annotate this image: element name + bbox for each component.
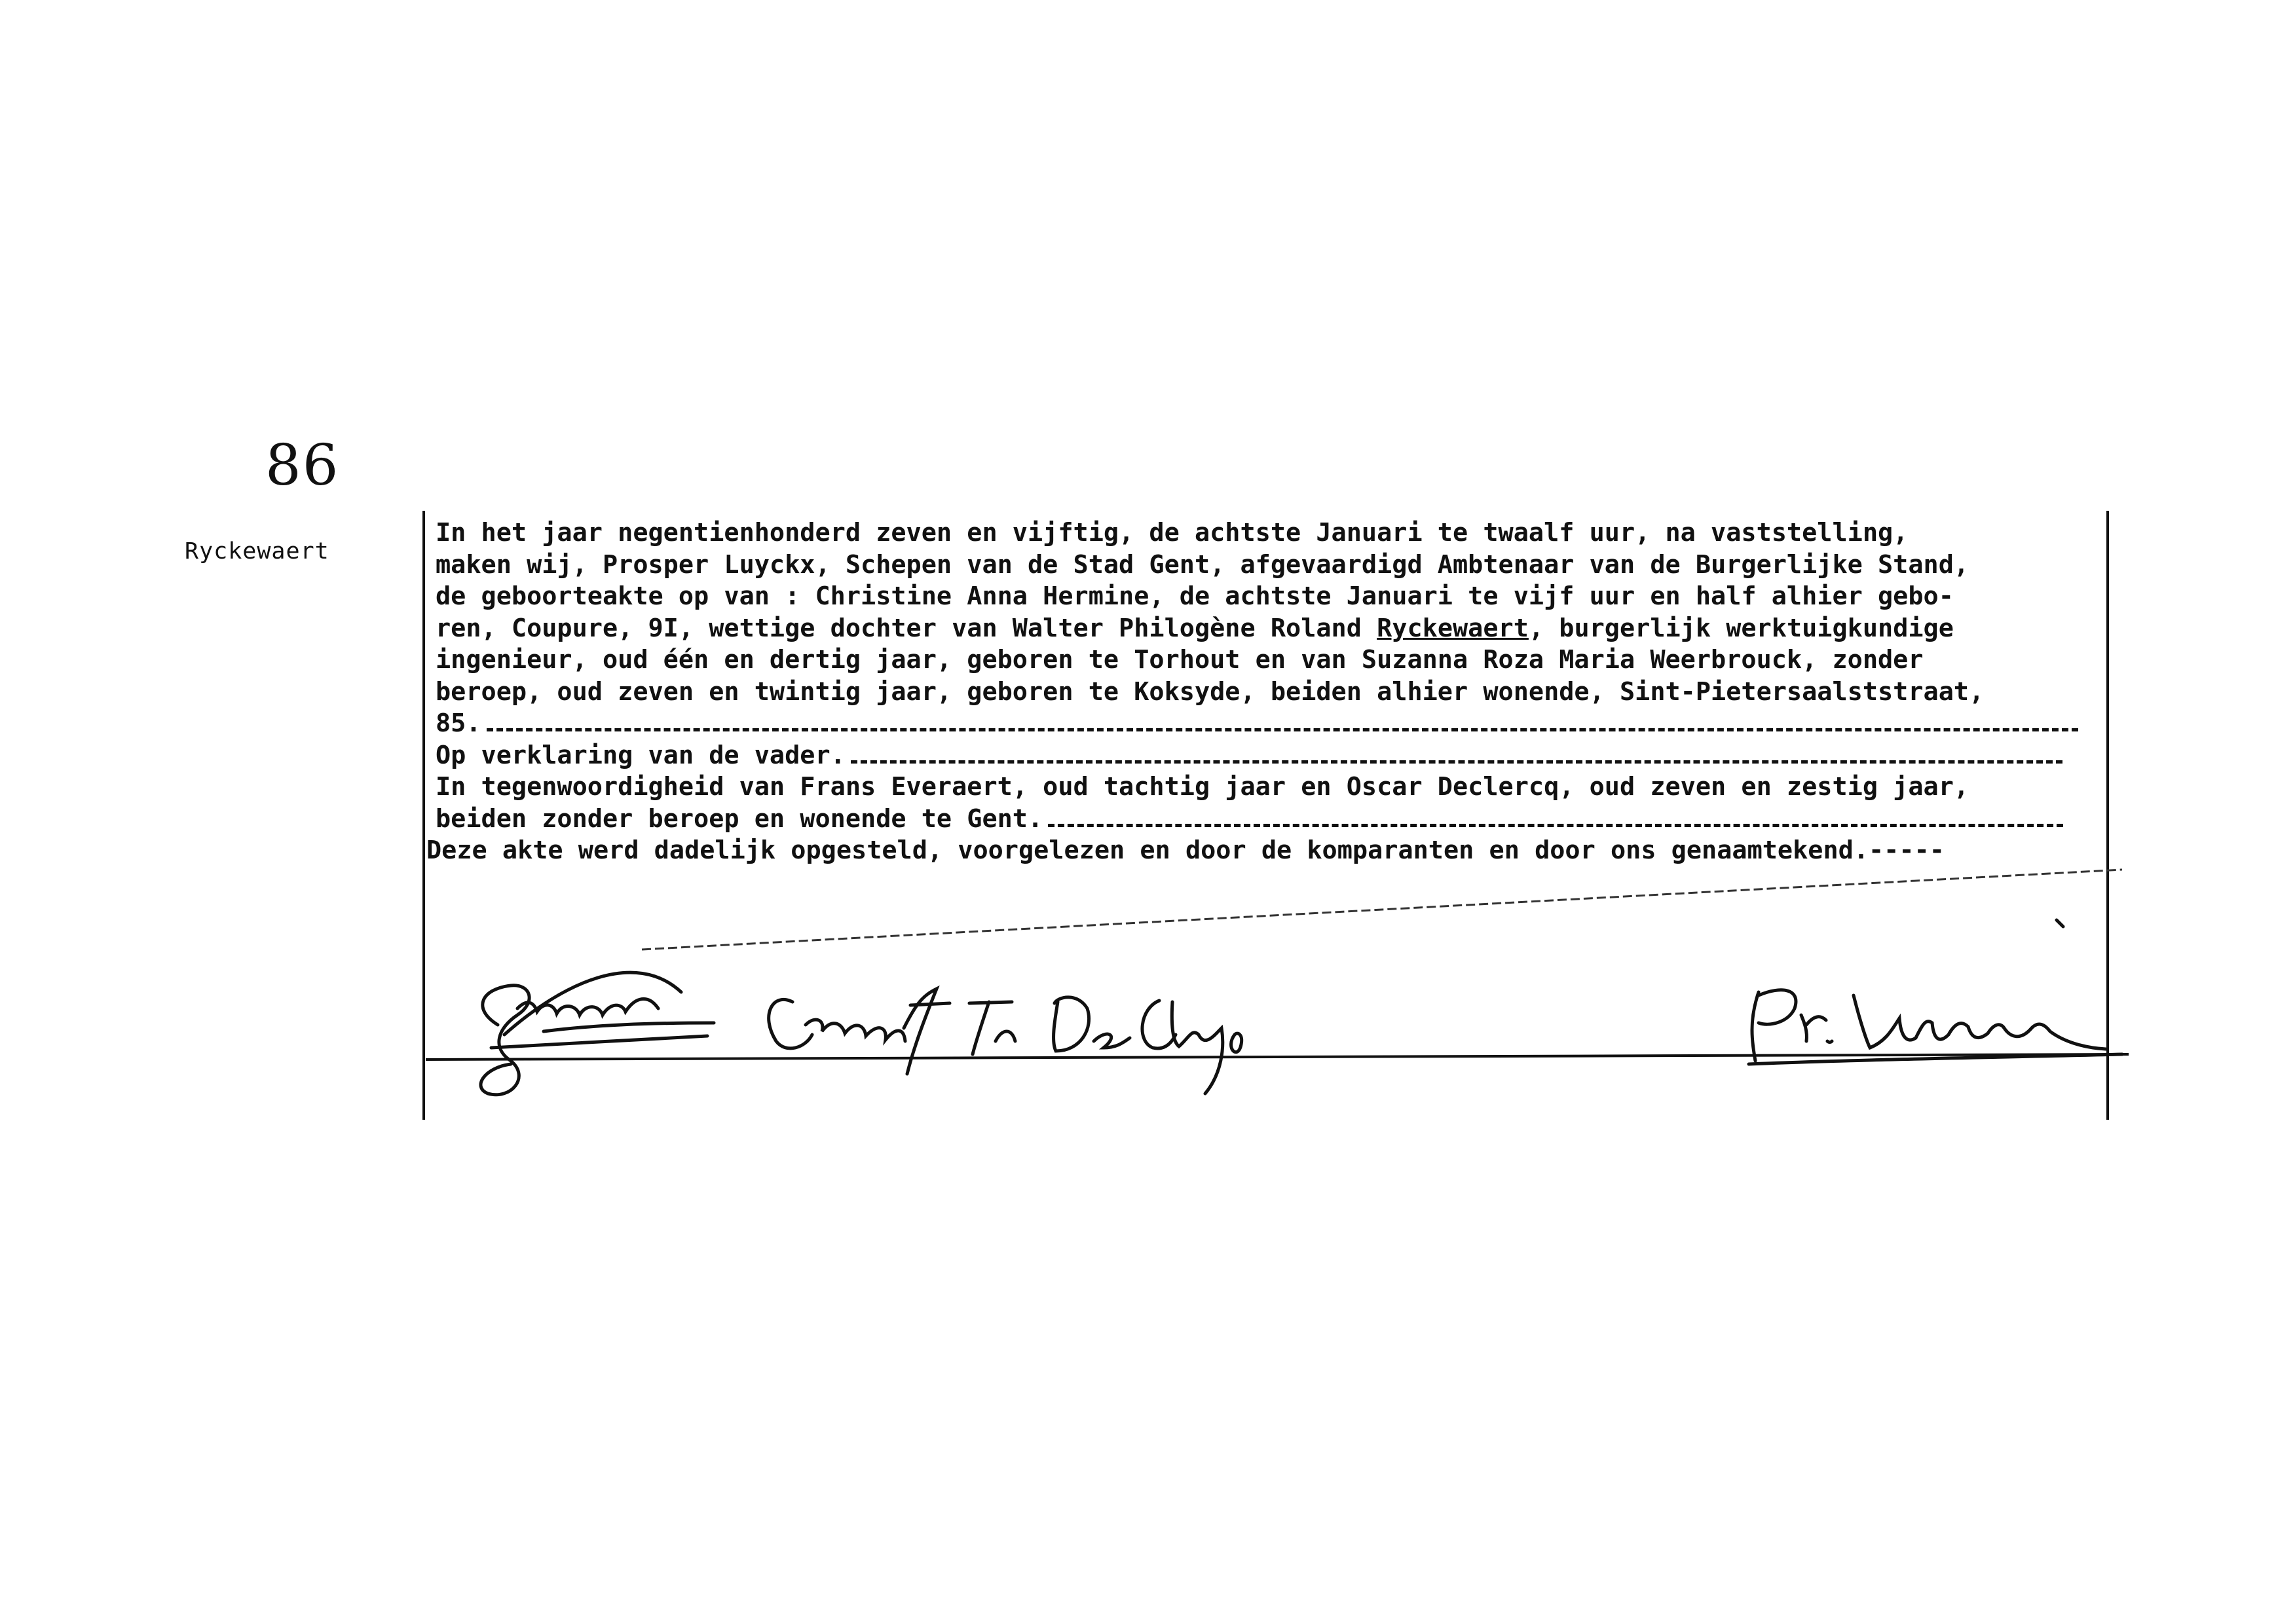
page-number: 86: [265, 433, 340, 498]
act-line-8-text: Op verklaring van de vader.: [436, 740, 846, 770]
act-line-4: [436, 613, 2119, 645]
act-line-10: [436, 803, 2119, 836]
act-line-6: beroep, oud zeven en twintig jaar, geboren te Koksyde, beiden alhier wonende, Sint-Pietersaalststraat,: [436, 676, 1985, 707]
father-surname-underlined: Ryckewaert: [1377, 613, 1529, 643]
signature-strokes: [419, 851, 2135, 1126]
signature-area: [419, 851, 2135, 1126]
register-faint-line: [642, 870, 2122, 950]
act-line-4-start: ren, Coupure, 9I, wettige dochter van Walter Philogène Roland: [436, 613, 1377, 643]
birth-act-text: [426, 517, 2119, 867]
act-line-10-text: beiden zonder beroep en wonende te Gent.: [436, 803, 1043, 834]
act-line-5: ingenieur, oud één en dertig jaar, geboren te Torhout en van Suzanna Roza Maria Weerbrouck, zonder: [436, 645, 1924, 674]
act-line-2: maken wij, Prosper Luyckx, Schepen van de Stad Gent, afgevaardigd Ambtenaar van de Burgerlijke Stand,: [436, 549, 1969, 580]
act-line-7-text: 85.: [436, 709, 481, 738]
act-line-8: [436, 740, 2119, 772]
father-signature: [481, 972, 714, 1095]
act-line-1: In het jaar negentienhonderd zeven en vijftig, de achtste Januari te twaalf uur, na vaststelling,: [436, 518, 1909, 547]
act-line-9: In tegenwoordigheid van Frans Everaert, oud tachtig jaar en Oscar Declercq, oud zeven en zestig jaar,: [436, 772, 1969, 802]
act-line-3: de geboorteakte op van : Christine Anna Hermine, de achtste Januari te vijf uur en half alhier gebo-: [436, 581, 1954, 611]
dash-filler: [851, 758, 2062, 764]
margin-surname: Ryckewaert: [185, 538, 329, 564]
dash-filler: [1048, 821, 2063, 827]
act-line-11: Deze akte werd dadelijk opgesteld, voorgelezen en door de komparanten en door ons genaamtekend.-----: [426, 836, 1945, 865]
witness-2-signature: [969, 997, 1242, 1094]
witness-1-signature: [769, 989, 950, 1074]
act-line-7: [436, 708, 2119, 740]
act-line-4-end: , burgerlijk werktuigkundige: [1528, 613, 1954, 643]
dash-filler: [487, 726, 2078, 731]
officer-signature: [1749, 920, 2122, 1064]
